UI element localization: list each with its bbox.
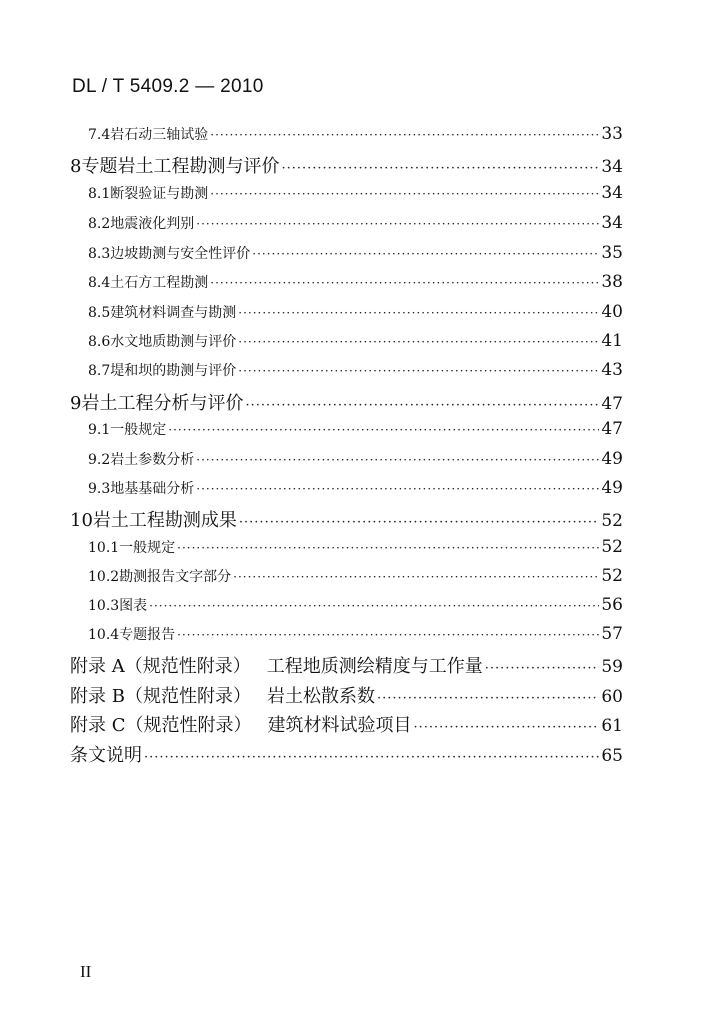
toc-entry-title: 堤和坝的勘测与评价 [110, 363, 237, 379]
toc-chapter-8 [70, 152, 623, 178]
appendix-label: 附录 C（规范性附录） [70, 715, 252, 736]
toc-entry-title: 专题岩土工程勘测与评价 [81, 156, 280, 177]
toc-entry-8-4 [88, 272, 623, 292]
toc-entry-title: 边坡勘测与安全性评价 [110, 246, 251, 262]
toc-entry-page: 49 [601, 478, 623, 498]
dot-leader [196, 217, 599, 231]
toc-appendix-b [70, 682, 623, 708]
toc-entry-number: 10.3 [88, 598, 120, 614]
toc-entry-8-5 [88, 302, 623, 322]
dot-leader [238, 335, 599, 349]
toc-entry-number: 10.4 [88, 627, 120, 643]
toc-entry-number: 8.1 [88, 186, 111, 202]
toc-entry-number: 8.5 [88, 305, 111, 321]
toc-entry-title: 工程地质测绘精度与工作量 [266, 656, 483, 677]
dot-leader [238, 364, 599, 378]
toc-entry-number: 9.2 [88, 452, 111, 468]
dot-leader [414, 720, 600, 735]
toc-entry-title: 岩土参数分析 [110, 452, 195, 468]
toc-entry-page: 49 [601, 449, 623, 469]
toc-entry-page: 65 [601, 746, 623, 766]
toc-entry-9-1 [88, 419, 623, 439]
toc-entry-page: 34 [601, 183, 623, 203]
toc-entry-title: 断裂验证与勘测 [110, 186, 209, 202]
toc-entry-page: 60 [601, 687, 623, 707]
dot-leader [252, 247, 599, 261]
toc-entry-title: 建筑材料试验项目 [267, 715, 412, 736]
toc-entry-number: 8 [70, 156, 82, 177]
toc-entry-page: 34 [601, 213, 623, 233]
dot-leader [196, 453, 599, 467]
toc-explanation [70, 741, 623, 767]
toc-entry-number: 8.4 [88, 275, 111, 291]
dot-leader [149, 599, 599, 613]
toc-entry-title: 条文说明 [70, 745, 142, 766]
dot-leader [196, 482, 599, 496]
toc-entry-number: 9.1 [88, 422, 111, 438]
dot-leader [177, 628, 599, 642]
toc-appendix-c [70, 711, 623, 737]
toc-entry-page: 47 [601, 419, 623, 439]
toc-entry-10-4 [88, 624, 623, 644]
toc-entry-number: 8.2 [88, 216, 111, 232]
toc-entry-title: 专题报告 [119, 627, 176, 643]
dot-leader [245, 398, 599, 413]
dot-leader [281, 161, 599, 176]
toc-entry-title: 岩土工程分析与评价 [81, 393, 244, 414]
toc-entry-title: 岩土松散系数 [266, 686, 375, 707]
toc-entry-7-4 [88, 124, 623, 144]
toc-entry-page: 57 [601, 624, 623, 644]
document-code-header: DL / T 5409.2 — 2010 [72, 76, 264, 97]
dot-leader [210, 276, 599, 290]
toc-entry-title: 地基基础分析 [110, 481, 195, 497]
toc-entry-9-2 [88, 449, 623, 469]
toc-entry-10-2 [88, 566, 623, 586]
dot-leader [233, 570, 599, 584]
toc-entry-page: 52 [601, 566, 623, 586]
toc-entry-title: 勘测报告文字部分 [119, 569, 232, 585]
toc-entry-number: 9.3 [88, 481, 111, 497]
appendix-label: 附录 A（规范性附录） [70, 656, 251, 677]
toc-entry-title: 一般规定 [110, 422, 167, 438]
toc-entry-page: 52 [601, 511, 623, 531]
dot-leader [210, 128, 599, 142]
toc-entry-page: 43 [601, 360, 623, 380]
toc-entry-page: 61 [601, 716, 623, 736]
toc-entry-title: 建筑材料调查与勘测 [110, 305, 237, 321]
toc-entry-number: 8.6 [88, 334, 111, 350]
toc-entry-number: 8.3 [88, 246, 111, 262]
toc-chapter-10 [70, 506, 623, 532]
toc-entry-10-3 [88, 595, 623, 615]
toc-entry-page: 52 [601, 537, 623, 557]
toc-entry-title: 地震液化判别 [110, 216, 195, 232]
dot-leader [177, 541, 599, 555]
toc-entry-title: 图表 [119, 598, 148, 614]
toc-entry-number: 10.1 [88, 540, 120, 556]
toc-entry-page: 40 [601, 302, 623, 322]
dot-leader [485, 661, 599, 676]
toc-entry-page: 41 [601, 331, 623, 351]
dot-leader [239, 515, 599, 530]
toc-entry-page: 35 [601, 243, 623, 263]
toc-entry-number: 7.4 [88, 127, 111, 143]
toc-entry-page: 47 [601, 394, 623, 414]
toc-entry-title: 一般规定 [119, 540, 176, 556]
toc-entry-8-7 [88, 360, 623, 380]
toc-entry-page: 34 [601, 157, 623, 177]
toc-entry-9-3 [88, 478, 623, 498]
toc-entry-title: 水文地质勘测与评价 [110, 334, 237, 350]
toc-appendix-a [70, 652, 623, 678]
dot-leader [377, 691, 599, 706]
toc-entry-page: 59 [601, 657, 623, 677]
toc-entry-number: 8.7 [88, 363, 111, 379]
dot-leader [144, 750, 599, 765]
toc-entry-title: 土石方工程勘测 [110, 275, 209, 291]
toc-entry-8-3 [88, 243, 623, 263]
toc-entry-8-1 [88, 183, 623, 203]
toc-entry-page: 38 [601, 272, 623, 292]
toc-entry-8-6 [88, 331, 623, 351]
toc-entry-number: 10 [70, 510, 93, 531]
page-number: II [80, 962, 92, 981]
toc-chapter-9 [70, 389, 623, 415]
toc-entry-8-2 [88, 213, 623, 233]
dot-leader [168, 423, 599, 437]
toc-entry-title: 岩土工程勘测成果 [92, 510, 237, 531]
toc-entry-title: 岩石动三轴试验 [110, 127, 209, 143]
toc-entry-page: 33 [601, 124, 623, 144]
toc-entry-number: 10.2 [88, 569, 120, 585]
dot-leader [238, 306, 599, 320]
toc-entry-10-1 [88, 537, 623, 557]
toc-entry-number: 9 [70, 393, 82, 414]
dot-leader [210, 187, 599, 201]
appendix-label: 附录 B（规范性附录） [70, 686, 251, 707]
toc-entry-page: 56 [601, 595, 623, 615]
